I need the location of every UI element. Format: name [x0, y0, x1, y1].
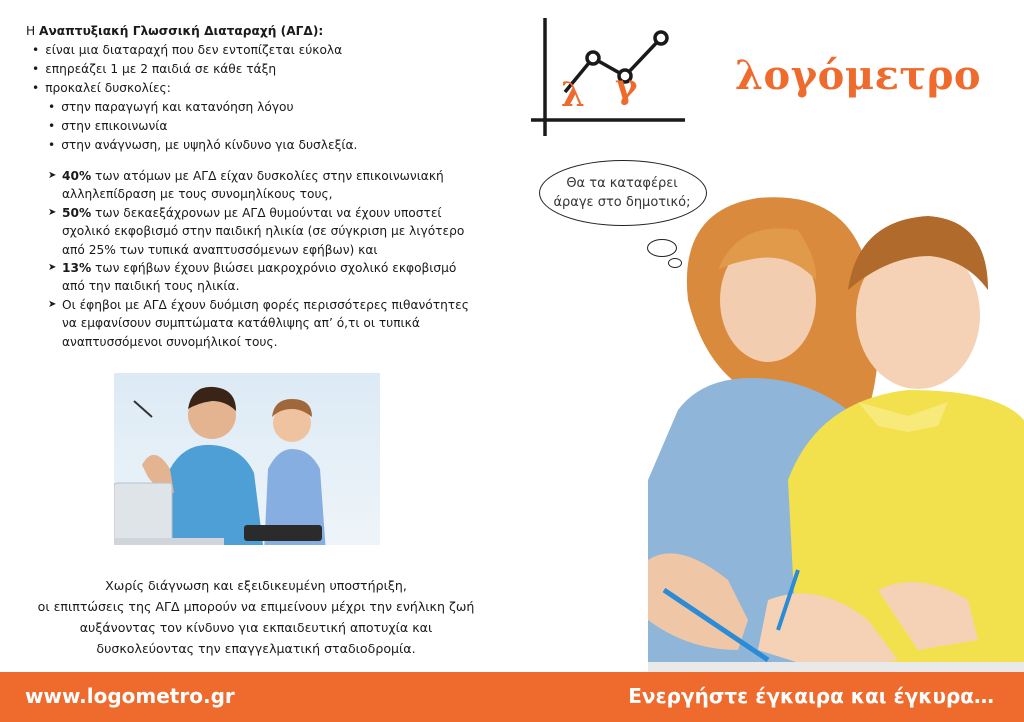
arrow-bullet-icon: ➤: [48, 298, 57, 310]
intro-list: [26, 41, 496, 155]
intro-subpoint: • στην ανάγνωση, με υψηλό κίνδυνο για δυσλεξία.: [26, 136, 496, 155]
logo-letter-lambda: λ: [561, 75, 585, 115]
caption-line: Χωρίς διάγνωση και εξειδικευμένη υποστήριξη,: [105, 578, 407, 593]
arrow-bullet-icon: ➤: [48, 262, 57, 274]
father-son-laptop-photo: [114, 373, 380, 553]
mother-son-writing-photo: [648, 180, 1024, 672]
stat-item: ➤ 40% των ατόμων με ΑΓΔ είχαν δυσκολίες στην επικοινωνιακή αλληλεπίδραση με τους συνομηλίκους τους,: [48, 169, 444, 202]
stat-item: ➤ Οι έφηβοι με ΑΓΔ έχουν δυόμιση φορές περισσότερες πιθανότητες να εμφανίσουν συμπτώματα κατάθλιψης απ’ ό,τι οι τυπικά αναπτυσσόμενοι συνομήλικοί τους.: [48, 297, 469, 349]
arrow-bullet-icon: ➤: [48, 206, 57, 218]
thought-bubble-text: Θα τα καταφέρει άραγε στο δημοτικό;: [553, 176, 691, 210]
logo-chart-icon: [525, 12, 685, 142]
intro-section: [26, 22, 496, 155]
caption-line: οι επιπτώσεις της ΑΓΔ μπορούν να επιμείνουν μέχρι την ενήλικη ζωή: [37, 599, 475, 614]
arrow-bullet-icon: ➤: [48, 170, 57, 181]
caption-line: δυσκολεύοντας την επαγγελματική σταδιοδρομία.: [96, 641, 416, 656]
intro-subpoint: • στην επικοινωνία: [26, 117, 496, 136]
intro-subpoint: • στην παραγωγή και κατανόηση λόγου: [26, 98, 496, 117]
thought-bubble-dot: [668, 258, 682, 268]
statistics-list: [48, 167, 478, 351]
left-panel: [0, 0, 512, 672]
call-to-action: Ενεργήστε έγκαιρα και έγκυρα…: [628, 684, 994, 708]
thought-bubble-dot: [647, 239, 677, 257]
intro-point: • επηρεάζει 1 με 2 παιδιά σε κάθε τάξη: [26, 60, 496, 79]
logo-letter-gamma: γ: [615, 67, 638, 107]
caption-line: αυξάνοντας τον κίνδυνο για εκπαιδευτική αποτυχία και: [79, 620, 433, 635]
brand-name: λογόμετρο: [735, 52, 982, 99]
caption-block: [0, 575, 512, 659]
intro-heading-bold: Αναπτυξιακή Γλωσσική Διαταραχή (ΑΓΔ):: [39, 24, 324, 38]
intro-heading: Η Αναπτυξιακή Γλωσσική Διαταραχή (ΑΓΔ):: [26, 24, 324, 38]
stat-item: ➤ 50% των δεκαεξάχρονων με ΑΓΔ θυμούνται να έχουν υποστεί σχολικό εκφοβισμό στην παιδική ηλικία (σε σύγκριση με λιγότερο από 25% των τυπικά αναπτυσσόμενων εφήβων) και: [48, 205, 465, 257]
intro-point: • είναι μια διαταραχή που δεν εντοπίζεται εύκολα: [26, 41, 496, 60]
stat-item: ➤ 13% των εφήβων έχουν βιώσει μακροχρόνιο σχολικό εκφοβισμό από την παιδική τους ηλικία.: [48, 261, 457, 294]
website-link[interactable]: www.logometro.gr: [25, 684, 235, 708]
intro-point: • προκαλεί δυσκολίες:: [26, 79, 496, 98]
footer-bar: [0, 672, 1024, 722]
